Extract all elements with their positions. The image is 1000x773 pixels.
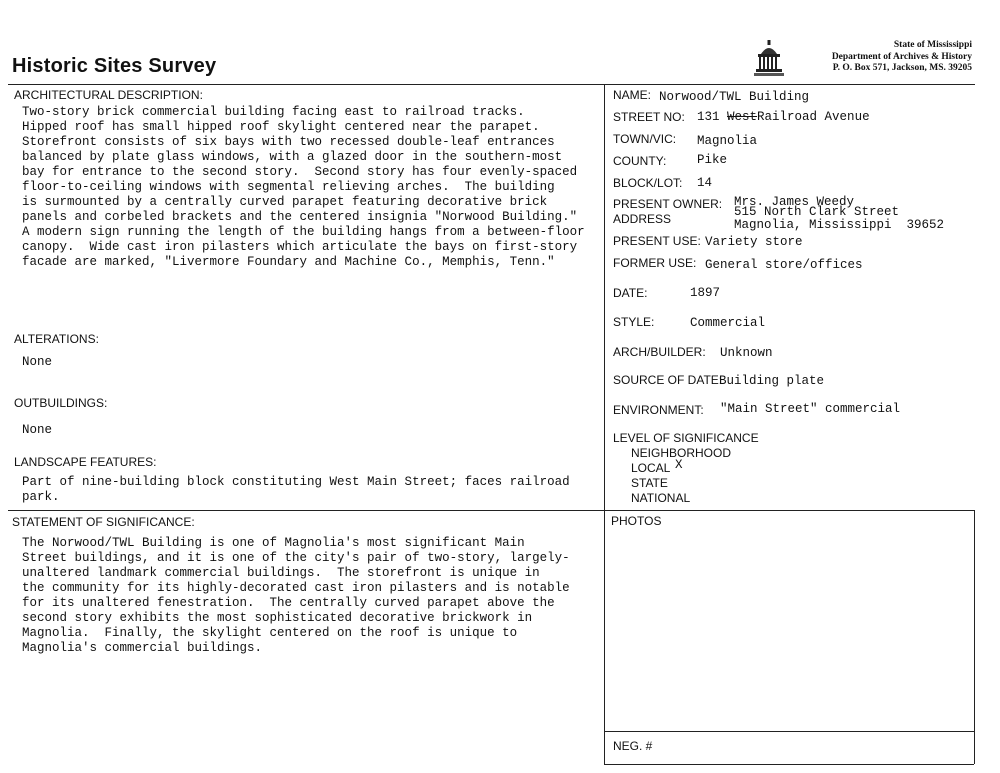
arch-builder-label: ARCH/BUILDER: (613, 345, 706, 359)
middle-rule (8, 510, 975, 511)
environment-label: ENVIRONMENT: (613, 403, 704, 417)
level-local: LOCAL (631, 461, 671, 475)
architectural-description-label: ARCHITECTURAL DESCRIPTION: (14, 88, 203, 102)
street-number: 131 (697, 110, 720, 124)
present-use-label: PRESENT USE: (613, 234, 701, 248)
photos-right-border (974, 510, 975, 764)
outbuildings-label: OUTBUILDINGS: (14, 396, 108, 410)
bottom-rule (604, 764, 974, 765)
architectural-description-text: Two-story brick commercial building facing east to railroad tracks. Hipped roof has small hipped roof skylight centered near the parapet. Storefront consists of six bays with two recessed double-leaf entrances balanced by plate glass windows, with a glazed door in the southern-most bay for entrance to the second story. Second story has four evenly-spaced floor-to-ceiling windows with segmental relieving arches. The building is surmounted by a centrally curved parapet featuring decorative brick panels and corbeled brackets and the centered insignia "Norwood Building." A modern sign running the length of the building hangs from a between-floor canopy. Wide cast iron pilasters which articulate the bays on first-story facade are marked, "Livermore Foundary and Machine Co., Memphis, Tenn." (22, 105, 585, 269)
town-value: Magnolia (697, 134, 758, 148)
street-struck-word: West (727, 110, 758, 124)
top-rule (8, 84, 975, 85)
photos-label: PHOTOS (611, 514, 662, 528)
present-use-value: Variety store (705, 235, 803, 249)
agency-state: State of Mississippi (893, 40, 972, 50)
agency-address-block (832, 40, 972, 75)
address-label: ADDRESS (613, 212, 672, 226)
agency-department: Department of Archives & History (831, 51, 972, 62)
alterations-label: ALTERATIONS: (14, 332, 99, 346)
column-divider (604, 84, 605, 764)
town-vic-label: TOWN/VIC: (613, 132, 677, 146)
former-use-label: FORMER USE: (613, 256, 697, 270)
statement-of-significance-label: STATEMENT OF SIGNIFICANCE: (12, 515, 195, 529)
outbuildings-value: None (22, 423, 53, 437)
neg-number-label: NEG. # (613, 739, 653, 753)
style-label: STYLE: (613, 315, 655, 329)
county-value: Pike (697, 153, 728, 167)
level-national: NATIONAL (631, 491, 691, 505)
level-local-mark: X (675, 458, 683, 472)
county-label: COUNTY: (613, 154, 667, 168)
level-neighborhood: NEIGHBORHOOD (631, 446, 732, 460)
owner-street: 515 North Clark Street (734, 205, 900, 219)
level-of-significance-label: LEVEL OF SIGNIFICANCE (613, 431, 759, 445)
neg-rule (604, 731, 974, 732)
page-title: Historic Sites Survey (12, 55, 217, 77)
environment-value: "Main Street" commercial (720, 402, 901, 416)
arch-builder-value: Unknown (720, 346, 773, 360)
street-name: Railroad Avenue (757, 110, 870, 124)
style-value: Commercial (690, 316, 766, 330)
former-use-value: General store/offices (705, 258, 863, 272)
owner-name: Mrs. James Weedy (734, 195, 855, 209)
landscape-features-text: Part of nine-building block constituting West Main Street; faces railroad park. (22, 475, 570, 504)
name-label: NAME: (613, 88, 652, 102)
capitol-seal-icon (754, 38, 784, 78)
level-state: STATE (631, 476, 668, 490)
present-owner-label: PRESENT OWNER: (613, 197, 723, 211)
name-value: Norwood/TWL Building (659, 90, 810, 104)
source-of-date-label: SOURCE OF DATE: (613, 373, 723, 387)
date-label: DATE: (613, 286, 648, 300)
owner-city: Magnolia, Mississippi 39652 (734, 218, 945, 232)
street-no-label: STREET NO: (613, 110, 685, 124)
landscape-features-label: LANDSCAPE FEATURES: (14, 455, 157, 469)
block-lot-value: 14 (697, 176, 713, 190)
block-lot-label: BLOCK/LOT: (613, 176, 683, 190)
statement-of-significance-text: The Norwood/TWL Building is one of Magnolia's most significant Main Street buildings, and it is one of the city's pair of two-story, largely- unaltered landmark commercial buildings. The storefront is unique in the community for its highly-decorated cast iron pilasters and is notable for its unaltered fenestration. The centrally curved parapet above the second story exhibits the most sophisticated decorative brickwork in Magnolia. Finally, the skylight centered on the roof is unique to Magnolia's commercial buildings. (22, 536, 570, 655)
alterations-value: None (22, 355, 53, 369)
street-value (697, 110, 870, 125)
source-of-date-value: Building plate (719, 374, 825, 388)
agency-address: P. O. Box 571, Jackson, MS. 39205 (832, 63, 972, 73)
date-value: 1897 (690, 286, 721, 300)
